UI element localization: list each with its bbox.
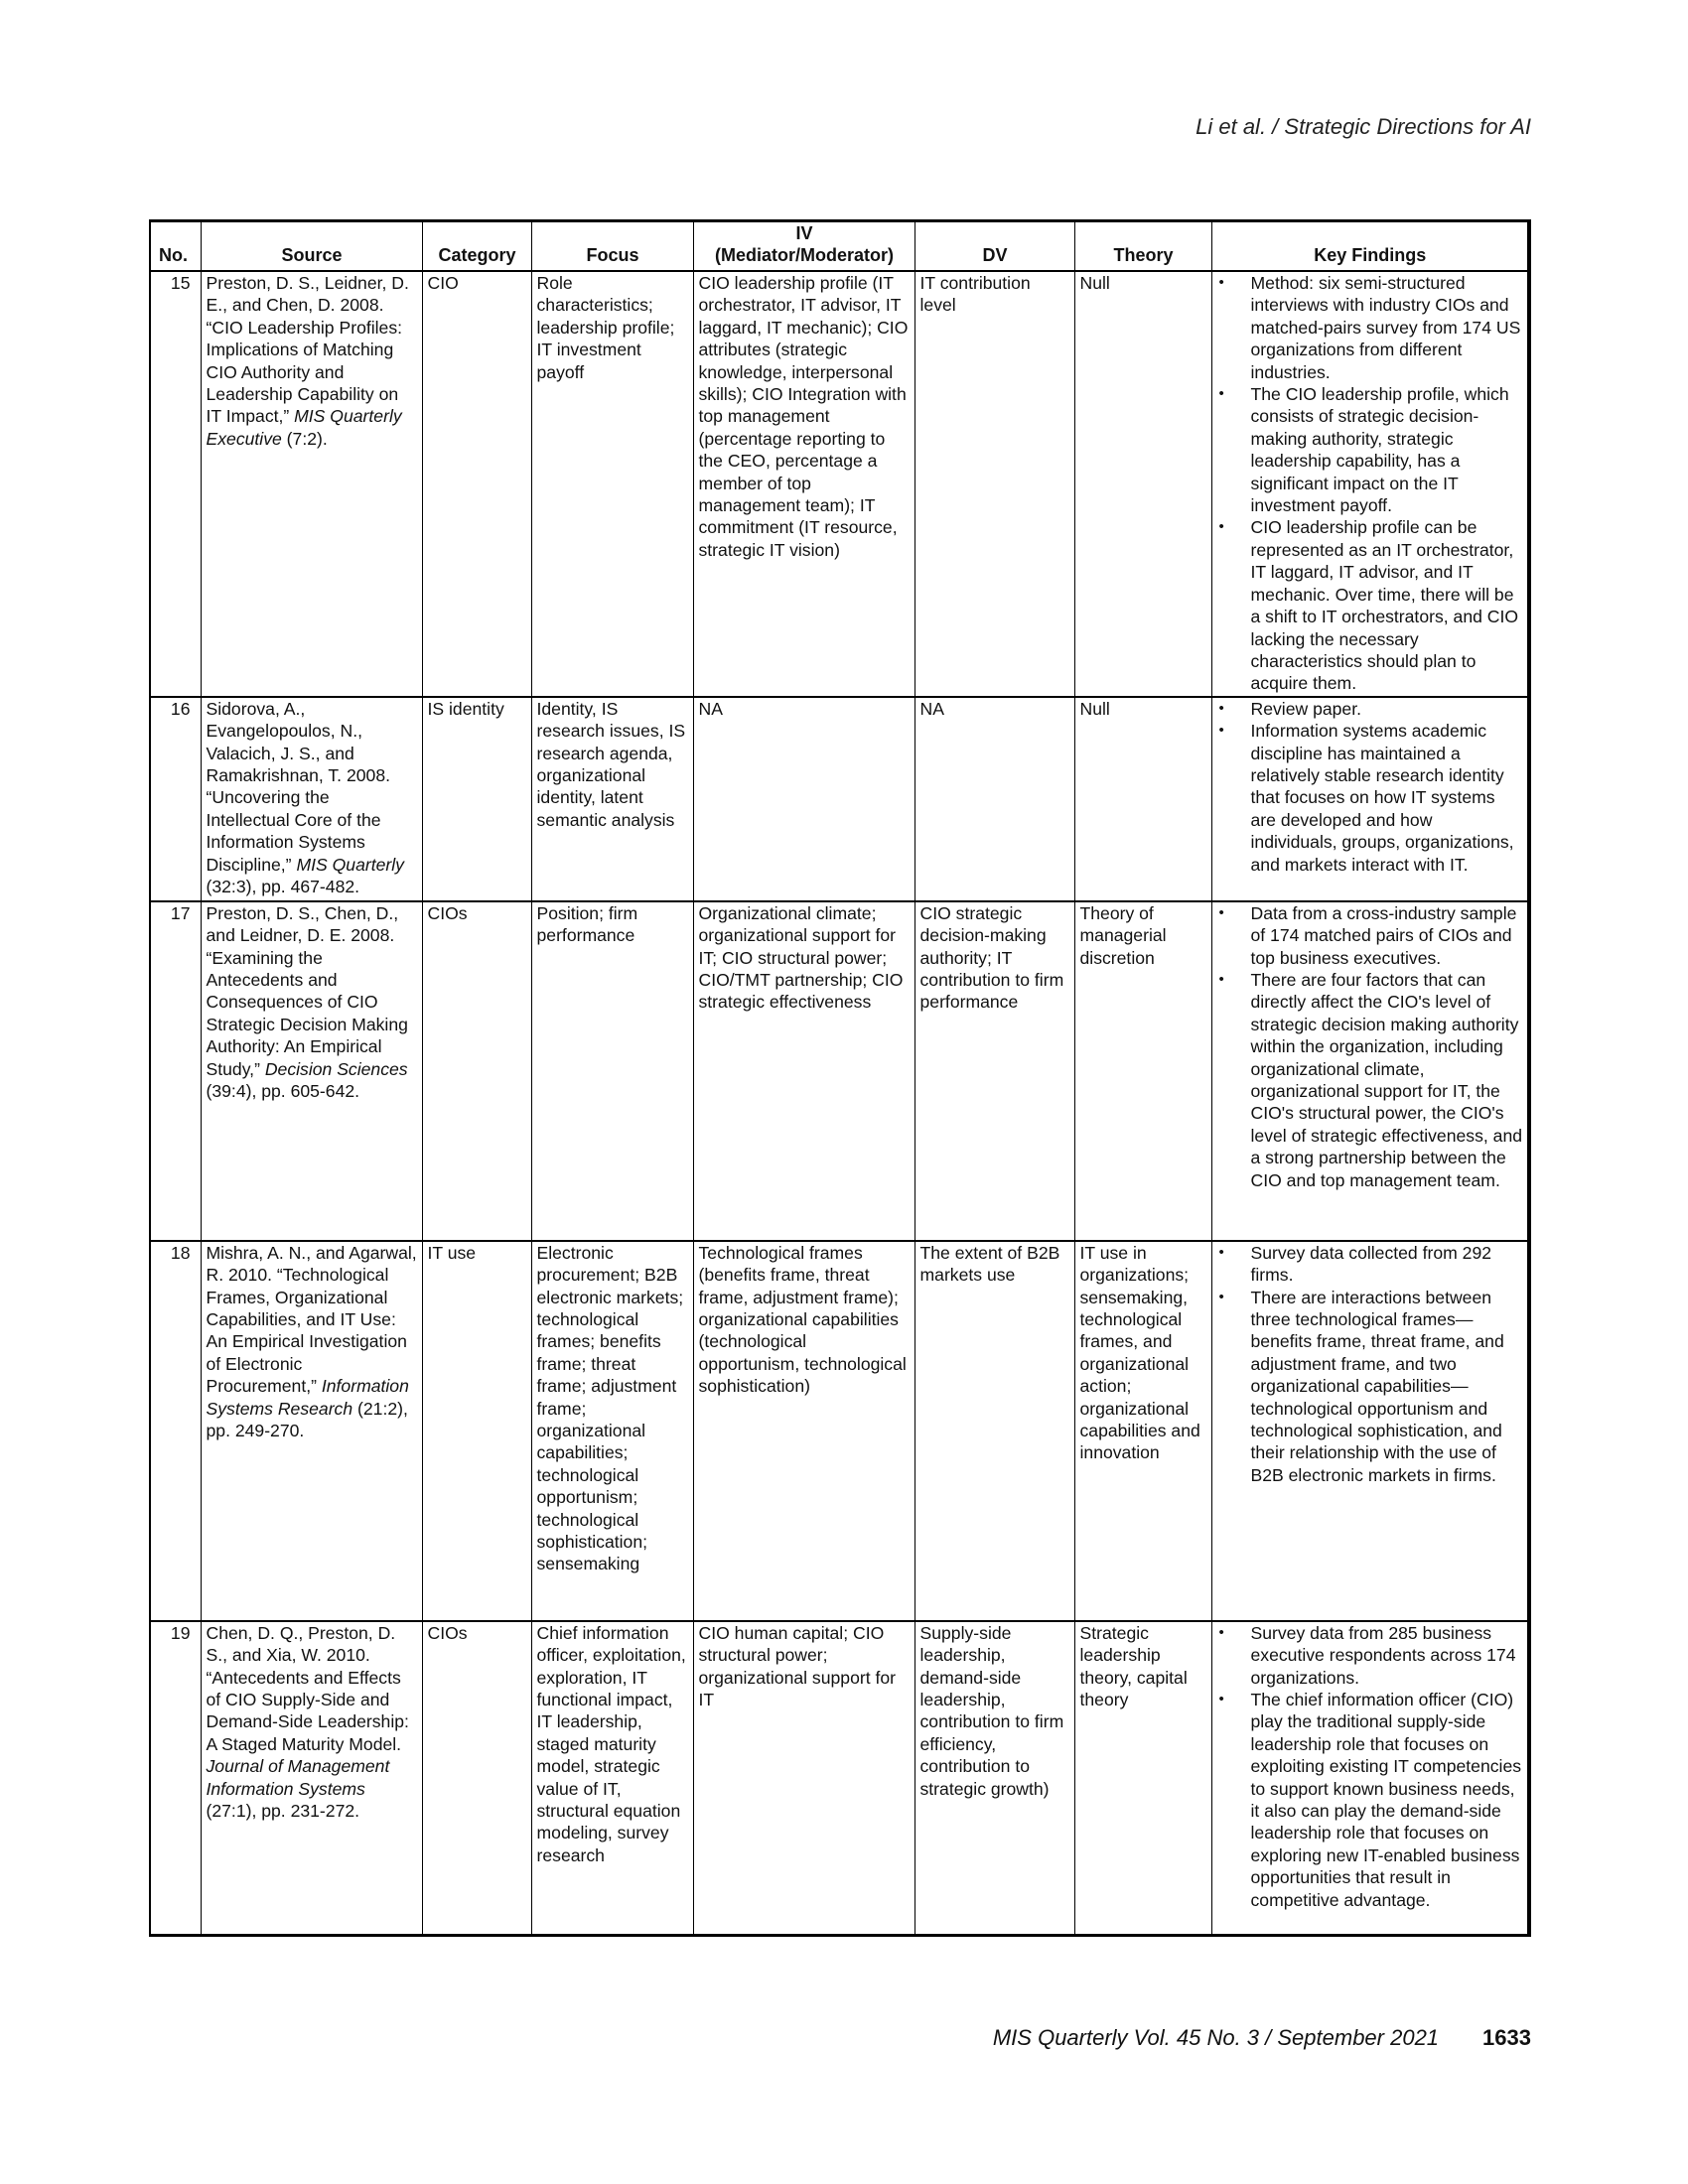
key-findings-cell (1211, 697, 1529, 901)
row-number: 18 (150, 1241, 201, 1621)
row-number: 17 (150, 901, 201, 1241)
col-header-iv-line1: IV (795, 223, 813, 243)
col-header-no: No. (150, 221, 201, 272)
running-footer (993, 2025, 1531, 2051)
journal-name: Information Systems Research (206, 1376, 409, 1419)
theory-cell: IT use in organizations; sensemaking, technological frames, and organizational action; organizational capabilities and innovation (1074, 1241, 1211, 1621)
row-number: 16 (150, 697, 201, 901)
finding-item: • Review paper. (1217, 698, 1524, 720)
key-findings-cell (1211, 1241, 1529, 1621)
theory-cell: Null (1074, 271, 1211, 697)
finding-item: • Data from a cross-industry sample of 174 matched pairs of CIOs and top business executives. (1217, 902, 1524, 969)
journal-name: MIS Quarterly (296, 854, 404, 875)
iv-cell: Technological frames (benefits frame, threat frame, adjustment frame); organizational capabilities (technological opportunism, technological sophistication) (693, 1241, 914, 1621)
journal-name: Journal of Management Information Systems (206, 1756, 390, 1799)
category-cell: CIO (422, 271, 531, 697)
category-cell: CIOs (422, 1621, 531, 1936)
finding-item: • Survey data from 285 business executive respondents across 174 organizations. (1217, 1622, 1524, 1689)
key-findings-cell (1211, 1621, 1529, 1936)
journal-issue-line: MIS Quarterly Vol. 45 No. 3 / September 2021 (992, 2025, 1440, 2050)
focus-cell: Electronic procurement; B2B electronic markets; technological frames; benefits frame; threat frame; adjustment frame; organizational capabilities; technological opportunism; technological sophistication; sensemaking (531, 1241, 693, 1621)
table-row (150, 697, 1529, 901)
dv-cell: Supply-side leadership, demand-side leadership, contribution to firm efficiency, contribution to strategic growth) (914, 1621, 1074, 1936)
col-header-category: Category (422, 221, 531, 272)
key-findings-cell (1211, 271, 1529, 697)
finding-item: • There are interactions between three technological frames—benefits frame, threat frame, and adjustment frame, and two organizational capabilities—technological opportunism and technological sophistication, and their relationship with the use of B2B electronic markets in firms. (1217, 1287, 1524, 1487)
iv-cell: Organizational climate; organizational support for IT; CIO structural power; CIO/TMT partnership; CIO strategic effectiveness (693, 901, 914, 1241)
iv-cell: CIO leadership profile (IT orchestrator, IT advisor, IT laggard, IT mechanic); CIO attributes (strategic knowledge, interpersonal skills); CIO Integration with top management (percentage reporting to the CEO, percentage a member of top management team); IT commitment (IT resource, strategic IT vision) (693, 271, 914, 697)
finding-item: • The CIO leadership profile, which consists of strategic decision-making authority, strategic leadership capability, has a significant impact on the IT investment payoff. (1217, 383, 1524, 516)
table-row (150, 1621, 1529, 1936)
finding-item: • Method: six semi-structured interviews with industry CIOs and matched-pairs survey from 174 US organizations from different industries. (1217, 272, 1524, 383)
running-title: Li et al. / Strategic Directions for AI (1196, 114, 1531, 139)
journal-name: MIS Quarterly Executive (206, 406, 402, 449)
literature-review-table (149, 219, 1531, 1937)
focus-cell: Chief information officer, exploitation, exploration, IT functional impact, IT leadership, staged maturity model, strategic value of IT, structural equation modeling, survey research (531, 1621, 693, 1936)
table-header-row (150, 221, 1529, 272)
category-cell: CIOs (422, 901, 531, 1241)
theory-cell: Strategic leadership theory, capital theory (1074, 1621, 1211, 1936)
key-findings-cell (1211, 901, 1529, 1241)
page-number: 1633 (1482, 2025, 1531, 2050)
category-cell: IT use (422, 1241, 531, 1621)
row-number: 15 (150, 271, 201, 697)
focus-cell: Role characteristics; leadership profile; IT investment payoff (531, 271, 693, 697)
col-header-iv (693, 221, 914, 272)
row-number: 19 (150, 1621, 201, 1936)
table-row (150, 271, 1529, 697)
iv-cell: CIO human capital; CIO structural power; organizational support for IT (693, 1621, 914, 1936)
source-citation: Preston, D. S., Chen, D., and Leidner, D. E. 2008. “Examining the Antecedents and Consequences of CIO Strategic Decision Making Authority: An Empirical Study,” Decision Sciences (39:4), pp. 605-642. (201, 901, 422, 1241)
focus-cell: Position; firm performance (531, 901, 693, 1241)
table-row (150, 901, 1529, 1241)
theory-cell: Null (1074, 697, 1211, 901)
table-row (150, 1241, 1529, 1621)
col-header-key-findings: Key Findings (1211, 221, 1529, 272)
col-header-source: Source (201, 221, 422, 272)
journal-name: Decision Sciences (264, 1058, 408, 1079)
dv-cell: The extent of B2B markets use (914, 1241, 1074, 1621)
col-header-dv: DV (914, 221, 1074, 272)
col-header-iv-line2: (Mediator/Moderator) (715, 245, 894, 265)
iv-cell: NA (693, 697, 914, 901)
source-citation: Chen, D. Q., Preston, D. S., and Xia, W. 2010. “Antecedents and Effects of CIO Supply-Side and Demand-Side Leadership: A Staged Maturity Model. Journal of Management Information Systems (27:1), pp. 231-272. (201, 1621, 422, 1936)
finding-item: • CIO leadership profile can be represented as an IT orchestrator, IT laggard, IT advisor, and IT mechanic. Over time, there will be a shift to IT orchestrators, and CIO lacking the necessary characteristics should plan to acquire them. (1217, 516, 1524, 694)
dv-cell: NA (914, 697, 1074, 901)
dv-cell: IT contribution level (914, 271, 1074, 697)
col-header-focus: Focus (531, 221, 693, 272)
col-header-theory: Theory (1074, 221, 1211, 272)
finding-item: • Information systems academic discipline has maintained a relatively stable research identity that focuses on how IT systems are developed and how individuals, groups, organizations, and markets interact with IT. (1217, 720, 1524, 876)
finding-item: • The chief information officer (CIO) play the traditional supply-side leadership role that focuses on exploiting existing IT competencies to support known business needs, it also can play the demand-side leadership role that focuses on exploring new IT-enabled business opportunities that result in competitive advantage. (1217, 1689, 1524, 1911)
finding-item: • There are four factors that can directly affect the CIO's level of strategic decision making authority within the organization, including organizational climate, organizational support for IT, the CIO's structural power, the CIO's level of strategic effectiveness, and a strong partnership between the CIO and top management team. (1217, 969, 1524, 1191)
source-citation: Preston, D. S., Leidner, D. E., and Chen, D. 2008. “CIO Leadership Profiles: Implications of Matching CIO Authority and Leadership Capability on IT Impact,” MIS Quarterly Executive (7:2). (201, 271, 422, 697)
focus-cell: Identity, IS research issues, IS research agenda, organizational identity, latent semantic analysis (531, 697, 693, 901)
theory-cell: Theory of managerial discretion (1074, 901, 1211, 1241)
category-cell: IS identity (422, 697, 531, 901)
source-citation: Mishra, A. N., and Agarwal, R. 2010. “Technological Frames, Organizational Capabilities, and IT Use: An Empirical Investigation of Electronic Procurement,” Information Systems Research (21:2), pp. 249-270. (201, 1241, 422, 1621)
source-citation: Sidorova, A., Evangelopoulos, N., Valacich, J. S., and Ramakrishnan, T. 2008. “Uncovering the Intellectual Core of the Information Systems Discipline,” MIS Quarterly (32:3), pp. 467-482. (201, 697, 422, 901)
dv-cell: CIO strategic decision-making authority; IT contribution to firm performance (914, 901, 1074, 1241)
finding-item: • Survey data collected from 292 firms. (1217, 1242, 1524, 1287)
